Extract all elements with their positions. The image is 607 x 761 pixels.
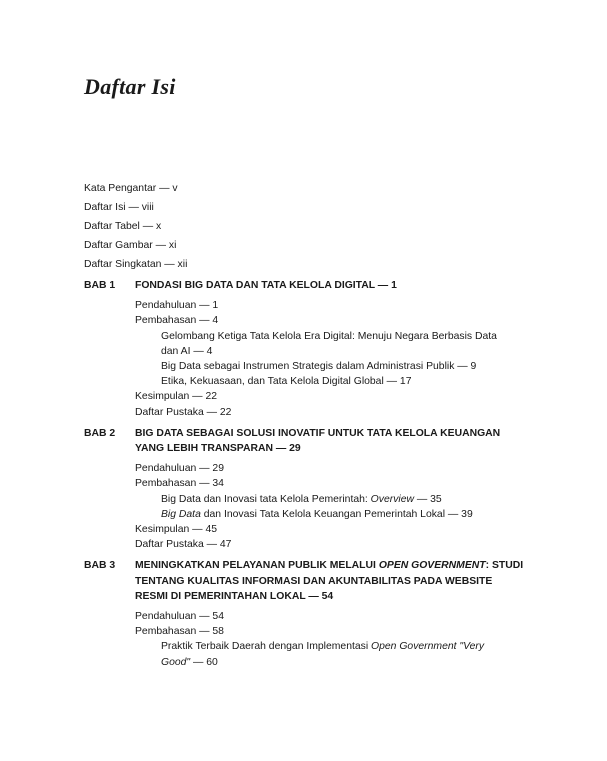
subsection-italic: Big Data xyxy=(161,508,201,520)
toc-kata-pengantar: Kata Pengantar — v xyxy=(84,183,178,194)
toc-daftar-isi: Daftar Isi — viii xyxy=(84,202,154,213)
toc-daftar-pustaka: Daftar Pustaka — 22 xyxy=(135,406,232,418)
chapter-bab-2 xyxy=(84,426,544,553)
subsection-text: dan Inovasi Tata Kelola Keuangan Pemerintah Lokal — 39 xyxy=(200,508,473,520)
chapter-title xyxy=(135,426,544,456)
page-title: Daftar Isi xyxy=(84,74,176,99)
chapter-title xyxy=(135,558,544,604)
toc-subsection: Etika, Kekuasaan, dan Tata Kelola Digital Global — 17 xyxy=(161,376,412,388)
chapter-title-line: YANG LEBIH TRANSPARAN — 29 xyxy=(135,443,301,455)
toc-kesimpulan: Kesimpulan — 22 xyxy=(135,391,218,403)
toc-pembahasan: Pembahasan — 4 xyxy=(135,315,219,327)
toc-daftar-tabel: Daftar Tabel — x xyxy=(84,221,162,232)
toc-subsection: Gelombang Ketiga Tata Kelola Era Digital: Menuju Negara Berbasis Data xyxy=(161,330,497,342)
chapter-title: FONDASI BIG DATA DAN TATA KELOLA DIGITAL — 1 xyxy=(135,280,397,291)
toc-pendahuluan: Pendahuluan — 54 xyxy=(135,611,224,623)
chapter-bab-3 xyxy=(84,558,544,669)
chapter-title-line: TENTANG KUALITAS INFORMASI DAN AKUNTABILITAS PADA WEBSITE xyxy=(135,575,493,587)
chapter-label: BAB 2 xyxy=(84,427,116,439)
chapter-bab-1 xyxy=(84,278,544,420)
chapter-title-italic: OPEN GOVERNMENT xyxy=(378,560,486,572)
chapter-title-line xyxy=(135,558,544,573)
toc-subsection-continued xyxy=(161,655,544,670)
toc-pendahuluan: Pendahuluan — 1 xyxy=(135,300,219,312)
chapter-title-line: RESMI DI PEMERINTAHAN LOKAL — 54 xyxy=(135,590,334,602)
toc-daftar-pustaka: Daftar Pustaka — 47 xyxy=(135,539,232,551)
subsection-page: — 60 xyxy=(190,656,218,668)
chapter-title-line: BIG DATA SEBAGAI SOLUSI INOVATIF UNTUK TATA KELOLA KEUANGAN xyxy=(135,427,501,439)
toc-subsection xyxy=(161,492,544,507)
subsection-italic: Good" xyxy=(161,656,191,668)
toc-daftar-singkatan: Daftar Singkatan — xii xyxy=(84,259,188,270)
chapter-title-text: MENINGKATKAN PELAYANAN PUBLIK MELALUI xyxy=(135,560,379,572)
toc-kesimpulan: Kesimpulan — 45 xyxy=(135,524,218,536)
chapter-label: BAB 1 xyxy=(84,280,116,291)
toc-subsection xyxy=(161,507,544,522)
toc-daftar-gambar: Daftar Gambar — xi xyxy=(84,240,177,251)
toc-subsection xyxy=(161,639,544,654)
subsection-page: — 35 xyxy=(413,493,442,505)
toc-pendahuluan: Pendahuluan — 29 xyxy=(135,463,224,475)
subsection-text: Big Data dan Inovasi tata Kelola Pemerintah: xyxy=(161,493,371,505)
toc-pembahasan: Pembahasan — 34 xyxy=(135,478,224,490)
toc-subsection: Big Data sebagai Instrumen Strategis dalam Administrasi Publik — 9 xyxy=(161,361,477,373)
chapter-label: BAB 3 xyxy=(84,560,116,572)
toc-pembahasan: Pembahasan — 58 xyxy=(135,626,224,638)
subsection-italic: Overview xyxy=(370,493,414,505)
subsection-text: Praktik Terbaik Daerah dengan Implementasi xyxy=(161,641,372,653)
chapter-title-text: : STUDI xyxy=(485,560,524,572)
toc-subsection-continued: dan AI — 4 xyxy=(161,345,213,357)
subsection-italic: Open Government "Very xyxy=(371,641,485,653)
table-of-contents xyxy=(84,181,544,670)
